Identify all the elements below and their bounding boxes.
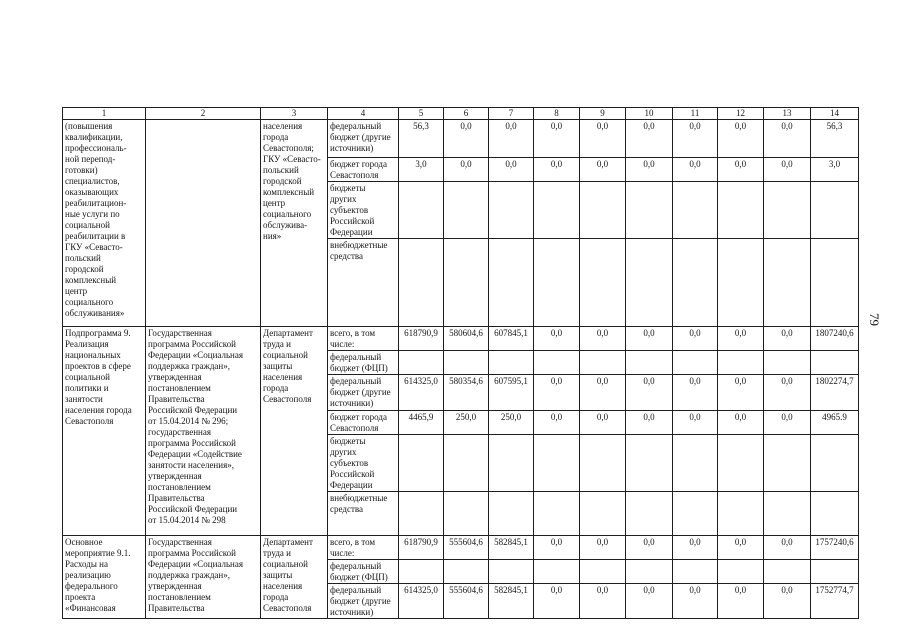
header-row — [63, 108, 859, 120]
empty-cell — [489, 492, 534, 536]
column-header: 11 — [673, 108, 718, 120]
funding-source-cell: федеральный бюджет (ФЦП) — [328, 560, 399, 584]
value-cell: 0,0 — [580, 584, 626, 619]
value-cell: 0,0 — [673, 411, 718, 435]
empty-cell — [399, 492, 444, 536]
value-cell: 0,0 — [764, 411, 811, 435]
column-header: 2 — [146, 108, 261, 120]
value-cell: 0,0 — [673, 584, 718, 619]
empty-cell — [399, 182, 444, 239]
value-cell: 0,0 — [534, 120, 580, 158]
funding-source-cell: федеральный бюджет (другие источники) — [328, 375, 399, 411]
value-cell: 0,0 — [580, 120, 626, 158]
empty-cell — [626, 351, 673, 375]
empty-cell — [811, 435, 859, 492]
value-cell: 0,0 — [718, 327, 764, 351]
empty-cell — [399, 351, 444, 375]
empty-cell — [489, 560, 534, 584]
empty-cell — [444, 560, 489, 584]
empty-cell — [626, 435, 673, 492]
funding-source-cell: бюджеты других субъектов Российской Федерации — [328, 435, 399, 492]
column-header: 3 — [261, 108, 328, 120]
column-header: 9 — [580, 108, 626, 120]
empty-cell — [534, 560, 580, 584]
value-cell: 4965.9 — [811, 411, 859, 435]
value-cell: 0,0 — [534, 375, 580, 411]
column-header: 7 — [489, 108, 534, 120]
empty-cell — [444, 351, 489, 375]
value-cell: 0,0 — [580, 327, 626, 351]
value-cell: 1757240,6 — [811, 536, 859, 560]
empty-cell — [718, 351, 764, 375]
empty-cell — [811, 351, 859, 375]
value-cell: 250,0 — [444, 411, 489, 435]
empty-cell — [534, 182, 580, 239]
value-cell: 0,0 — [718, 375, 764, 411]
value-cell: 3,0 — [399, 158, 444, 182]
empty-cell — [489, 239, 534, 327]
value-cell: 0,0 — [673, 536, 718, 560]
column-header: 5 — [399, 108, 444, 120]
value-cell: 0,0 — [764, 120, 811, 158]
empty-cell — [444, 239, 489, 327]
empty-cell — [764, 239, 811, 327]
empty-cell — [764, 492, 811, 536]
value-cell: 3,0 — [811, 158, 859, 182]
value-cell: 618790,9 — [399, 536, 444, 560]
empty-cell — [718, 435, 764, 492]
empty-cell — [626, 182, 673, 239]
empty-cell — [580, 560, 626, 584]
column-header: 4 — [328, 108, 399, 120]
value-cell: 0,0 — [764, 536, 811, 560]
activity-name-cell: Подпрограмма 9. Реализация национальных проектов в сфере социальной политики и занятости населения города Севастополя — [63, 327, 146, 536]
empty-cell — [673, 351, 718, 375]
empty-cell — [811, 560, 859, 584]
value-cell: 0,0 — [673, 158, 718, 182]
legal-basis-cell: Государственная программа Российской Федерации «Социальная поддержка граждан», утвержденная постановлением Правительства Российской Федерации от 15.04.2014 № 296; государственная программа Российской Федерации «Содействие занятости населения», утвержденная постановлением Правительства Российской Федерации от 15.04.2014 № 298 — [146, 327, 261, 536]
empty-cell — [811, 239, 859, 327]
value-cell: 614325,0 — [399, 584, 444, 619]
value-cell: 580604,6 — [444, 327, 489, 351]
column-header: 13 — [764, 108, 811, 120]
value-cell: 618790,9 — [399, 327, 444, 351]
empty-cell — [489, 351, 534, 375]
empty-cell — [534, 492, 580, 536]
executor-cell: Департамент труда и социальной защиты населения города Севастополя — [261, 536, 328, 619]
empty-cell — [673, 560, 718, 584]
value-cell: 0,0 — [580, 411, 626, 435]
funding-source-cell: всего, в том числе: — [328, 327, 399, 351]
empty-cell — [534, 239, 580, 327]
value-cell: 0,0 — [718, 158, 764, 182]
empty-cell — [764, 560, 811, 584]
value-cell: 607845,1 — [489, 327, 534, 351]
column-header: 10 — [626, 108, 673, 120]
value-cell: 0,0 — [489, 158, 534, 182]
empty-cell — [580, 435, 626, 492]
value-cell: 0,0 — [764, 584, 811, 619]
value-cell: 0,0 — [580, 158, 626, 182]
executor-cell: населения города Севастополя; ГКУ «Севасто- польский городской комплексный центр социального обслужива- ния» — [261, 120, 328, 327]
empty-cell — [673, 435, 718, 492]
value-cell: 1752774,7 — [811, 584, 859, 619]
empty-cell — [811, 182, 859, 239]
executor-cell: Департамент труда и социальной защиты населения города Севастополя — [261, 327, 328, 536]
funding-source-cell: федеральный бюджет (другие источники) — [328, 584, 399, 619]
value-cell: 0,0 — [444, 158, 489, 182]
empty-cell — [399, 239, 444, 327]
value-cell: 0,0 — [626, 584, 673, 619]
empty-cell — [626, 560, 673, 584]
funding-source-cell: бюджеты других субъектов Российской Федерации — [328, 182, 399, 239]
empty-cell — [626, 492, 673, 536]
empty-cell — [718, 182, 764, 239]
value-cell: 0,0 — [718, 536, 764, 560]
empty-cell — [399, 560, 444, 584]
legal-basis-cell — [146, 120, 261, 327]
funding-source-cell: бюджет города Севастополя — [328, 158, 399, 182]
table-row — [63, 120, 859, 158]
value-cell: 0,0 — [626, 158, 673, 182]
activity-name-cell: (повышения квалификации, профессиональ- ной перепод- готовки) специалистов, оказывающих реабилитацион- ные услуги по социальной реабилитации в ГКУ «Севасто- польский городской комплексный центр социального обслуживания» — [63, 120, 146, 327]
empty-cell — [580, 239, 626, 327]
value-cell: 0,0 — [626, 536, 673, 560]
value-cell: 0,0 — [534, 536, 580, 560]
empty-cell — [718, 239, 764, 327]
value-cell: 614325,0 — [399, 375, 444, 411]
page-number: 79 — [867, 313, 882, 326]
empty-cell — [764, 351, 811, 375]
value-cell: 0,0 — [718, 411, 764, 435]
funding-source-cell: бюджет города Севастополя — [328, 411, 399, 435]
value-cell: 0,0 — [534, 411, 580, 435]
value-cell: 56,3 — [811, 120, 859, 158]
value-cell: 607595,1 — [489, 375, 534, 411]
value-cell: 582845,1 — [489, 536, 534, 560]
empty-cell — [580, 351, 626, 375]
value-cell: 0,0 — [489, 120, 534, 158]
empty-cell — [399, 435, 444, 492]
value-cell: 0,0 — [444, 120, 489, 158]
empty-cell — [718, 560, 764, 584]
column-header: 1 — [63, 108, 146, 120]
budget-table — [62, 107, 859, 619]
value-cell: 1807240,6 — [811, 327, 859, 351]
column-header: 6 — [444, 108, 489, 120]
value-cell: 0,0 — [626, 327, 673, 351]
column-header: 12 — [718, 108, 764, 120]
value-cell: 56,3 — [399, 120, 444, 158]
value-cell: 0,0 — [626, 411, 673, 435]
value-cell: 0,0 — [718, 584, 764, 619]
value-cell: 0,0 — [626, 120, 673, 158]
value-cell: 582845,1 — [489, 584, 534, 619]
value-cell: 0,0 — [673, 327, 718, 351]
funding-source-cell: внебюджетные средства — [328, 239, 399, 327]
value-cell: 580354,6 — [444, 375, 489, 411]
value-cell: 1802274,7 — [811, 375, 859, 411]
table-row — [63, 536, 859, 560]
value-cell: 0,0 — [764, 375, 811, 411]
value-cell: 555604,6 — [444, 536, 489, 560]
empty-cell — [673, 182, 718, 239]
value-cell: 0,0 — [534, 158, 580, 182]
activity-name-cell: Основное мероприятие 9.1. Расходы на реализацию федерального проекта «Финансовая — [63, 536, 146, 619]
value-cell: 0,0 — [626, 375, 673, 411]
table-row — [63, 327, 859, 351]
value-cell: 0,0 — [673, 120, 718, 158]
empty-cell — [811, 492, 859, 536]
value-cell: 0,0 — [764, 327, 811, 351]
empty-cell — [764, 435, 811, 492]
column-header: 14 — [811, 108, 859, 120]
funding-source-cell: всего, в том числе: — [328, 536, 399, 560]
empty-cell — [444, 435, 489, 492]
funding-source-cell: внебюджетные средства — [328, 492, 399, 536]
legal-basis-cell: Государственная программа Российской Федерации «Социальная поддержка граждан», утвержденная постановлением Правительства — [146, 536, 261, 619]
empty-cell — [444, 182, 489, 239]
value-cell: 0,0 — [534, 327, 580, 351]
empty-cell — [489, 182, 534, 239]
funding-source-cell: федеральный бюджет (ФЦП) — [328, 351, 399, 375]
empty-cell — [764, 182, 811, 239]
empty-cell — [580, 182, 626, 239]
value-cell: 0,0 — [580, 536, 626, 560]
value-cell: 0,0 — [718, 120, 764, 158]
empty-cell — [673, 239, 718, 327]
value-cell: 0,0 — [673, 375, 718, 411]
value-cell: 0,0 — [764, 158, 811, 182]
value-cell: 4465,9 — [399, 411, 444, 435]
empty-cell — [580, 492, 626, 536]
empty-cell — [718, 492, 764, 536]
value-cell: 0,0 — [534, 584, 580, 619]
value-cell: 0,0 — [580, 375, 626, 411]
value-cell: 555604,6 — [444, 584, 489, 619]
funding-source-cell: федеральный бюджет (другие источники) — [328, 120, 399, 158]
empty-cell — [534, 351, 580, 375]
empty-cell — [626, 239, 673, 327]
column-header: 8 — [534, 108, 580, 120]
empty-cell — [444, 492, 489, 536]
empty-cell — [489, 435, 534, 492]
empty-cell — [673, 492, 718, 536]
empty-cell — [534, 435, 580, 492]
value-cell: 250,0 — [489, 411, 534, 435]
